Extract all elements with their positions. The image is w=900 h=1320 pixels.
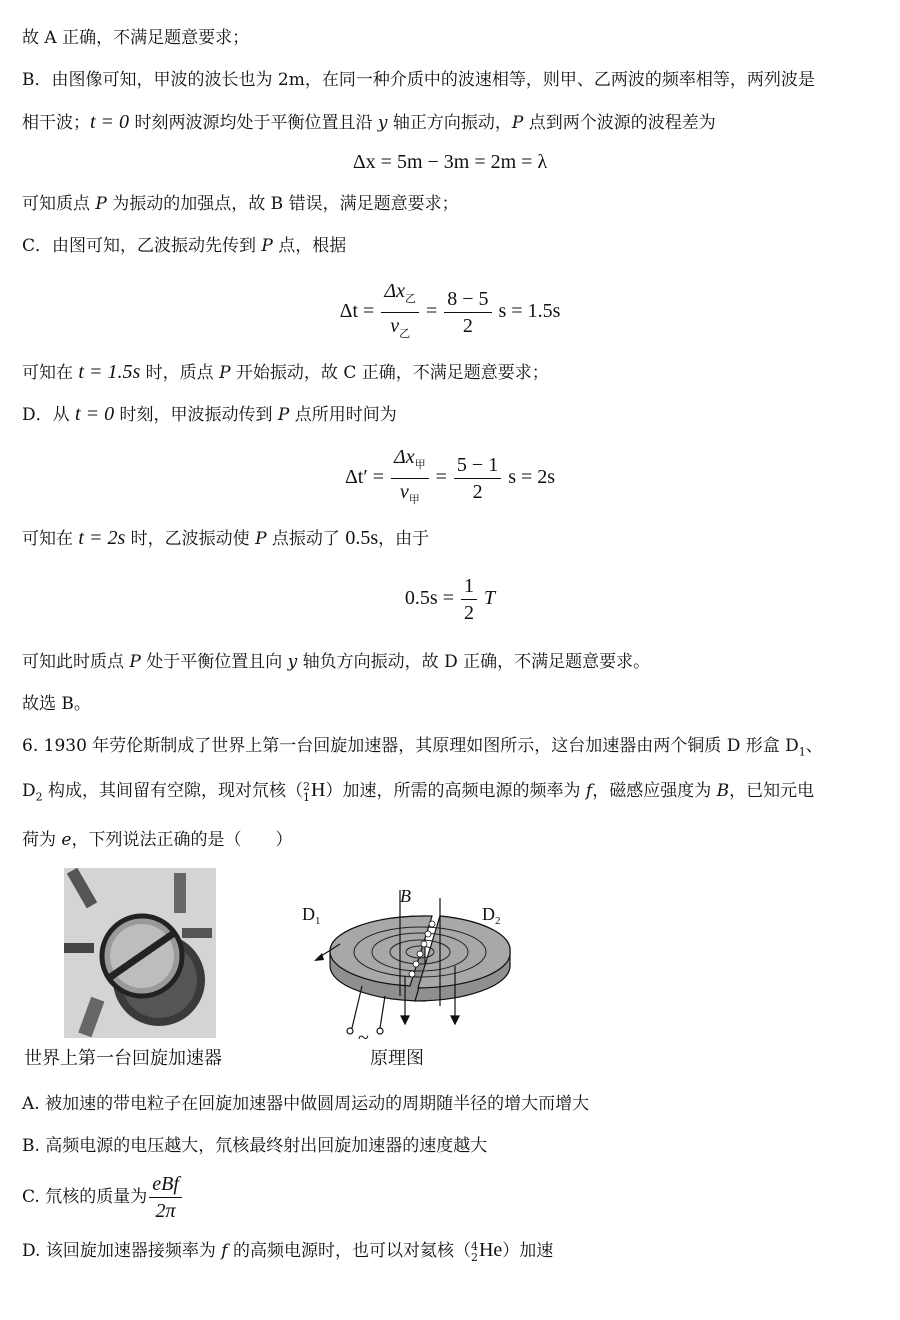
text-line-b2 xyxy=(22,110,882,135)
text: 故 A 正确，不满足题意要求； xyxy=(22,28,250,48)
text-line-d3: 可知此时质点 P 处于平衡位置且向 y 轴负方向振动，故 D 正确，不满足题意要求。 xyxy=(22,652,651,672)
text: 相干波； xyxy=(22,113,90,133)
d1-label: $D_1$ xyxy=(302,904,321,927)
fraction: $\frac{8 - 5}{2}$ xyxy=(444,286,491,339)
equation-delta-t-prime: Δt′ = $\frac{\Delta x_甲}{v_甲}$ = $\frac{5 - 1}{2}$ s = 2s xyxy=(0,444,900,513)
text-line-d: D．从 t = 0 时刻，甲波振动传到 P 点所用时间为 xyxy=(22,403,397,425)
photo-caption: 世界上第一台回旋加速器 xyxy=(24,1048,222,1069)
text: B．由图像可知，甲波的波长也为 2m，在同一种介质中的波速相等，则甲、乙两波的频率相等，两列波是 xyxy=(22,70,815,90)
text-line-c: C．由图可知，乙波振动先传到 P 点，根据 xyxy=(22,236,347,256)
var-y: y xyxy=(377,113,388,133)
text: 轴正方向振动， xyxy=(387,113,512,133)
d2-label: $D_2$ xyxy=(482,904,501,927)
option-a: A. 被加速的带电粒子在回旋加速器中做圆周运动的周期随半径的增大而增大 xyxy=(22,1094,590,1114)
cyclotron-photo-illustration xyxy=(64,868,216,1038)
equation-path-difference: Δx = 5m − 3m = 2m = λ xyxy=(352,151,548,173)
cyclotron-principle-diagram xyxy=(300,876,540,1046)
d1-dee xyxy=(330,916,432,1001)
var-p: P xyxy=(261,236,273,256)
d2-dee xyxy=(415,916,510,1001)
b-field-label: B xyxy=(400,886,411,906)
text: 时刻两波源均处于平衡位置且沿 xyxy=(129,113,378,133)
diagram-caption: 原理图 xyxy=(370,1048,424,1069)
nuclide-numbers: 2 1 xyxy=(303,779,311,804)
math-t0: t = 0 xyxy=(90,111,130,133)
var-p: P xyxy=(511,113,524,133)
text-line-b3: 可知质点 P 为振动的加强点，故 B 错误，满足题意要求； xyxy=(22,194,459,214)
text-line-c2: 可知在 t = 1.5s 时，质点 P 开始振动，故 C 正确，不满足题意要求； xyxy=(22,361,549,383)
text-line-d2: 可知在 t = 2s 时，乙波振动使 P 点振动了 0.5s，由于 xyxy=(22,527,430,549)
fraction-mass: $\frac{\text{eBf}}{2\pi}$ xyxy=(149,1171,182,1224)
text: 点到两个波源的波程差为 xyxy=(523,113,716,133)
text-line-b xyxy=(22,68,882,92)
ac-source-label: ~ xyxy=(358,1027,369,1046)
equation-half-period: 0.5s = $\frac{1}{2}$ T xyxy=(404,574,496,624)
option-b: B. 高频电源的电压越大，氘核最终射出回旋加速器的速度越大 xyxy=(22,1136,488,1156)
var-p: P xyxy=(95,194,107,214)
fraction: $\frac{5 - 1}{2}$ xyxy=(454,452,501,505)
cyclotron-photo xyxy=(64,868,216,1038)
text-line-answer: 故选 B。 xyxy=(22,694,91,714)
fraction: $\frac{\Delta x_甲}{v_甲}$ xyxy=(391,444,429,513)
text-line-1 xyxy=(22,26,882,50)
nuclide-numbers: 4 2 xyxy=(470,1239,478,1264)
option-c: C. 氘核的质量为 $\frac{\text{eBf}}{2\pi}$ xyxy=(22,1168,882,1226)
question-6-line-1: 6. 1930 年劳伦斯制成了世界上第一台回旋加速器，其原理如图所示，这台加速器由两个铜质 D 形盒 $D_1$、 xyxy=(22,736,823,759)
option-d: D. 该回旋加速器接频率为 f 的高频电源时，也可以对氦核（4 2He）加速 xyxy=(22,1239,554,1264)
fraction: $\frac{1}{2}$ xyxy=(461,573,477,626)
question-6-line-3: 荷为 e，下列说法正确的是（ ） xyxy=(22,830,293,850)
question-6-line-2: $D_2$ 构成，其间留有空隙，现对氘核（2 1H）加速，所需的高频电源的频率为 f，磁感应强度为 B，已知元电 xyxy=(22,779,815,804)
equation-delta-t: Δt = $\frac{\Delta x_乙}{v_乙}$ = $\frac{8 - 5}{2}$ s = 1.5s xyxy=(0,278,900,347)
fraction: $\frac{\Delta x_乙}{v_乙}$ xyxy=(381,278,419,347)
